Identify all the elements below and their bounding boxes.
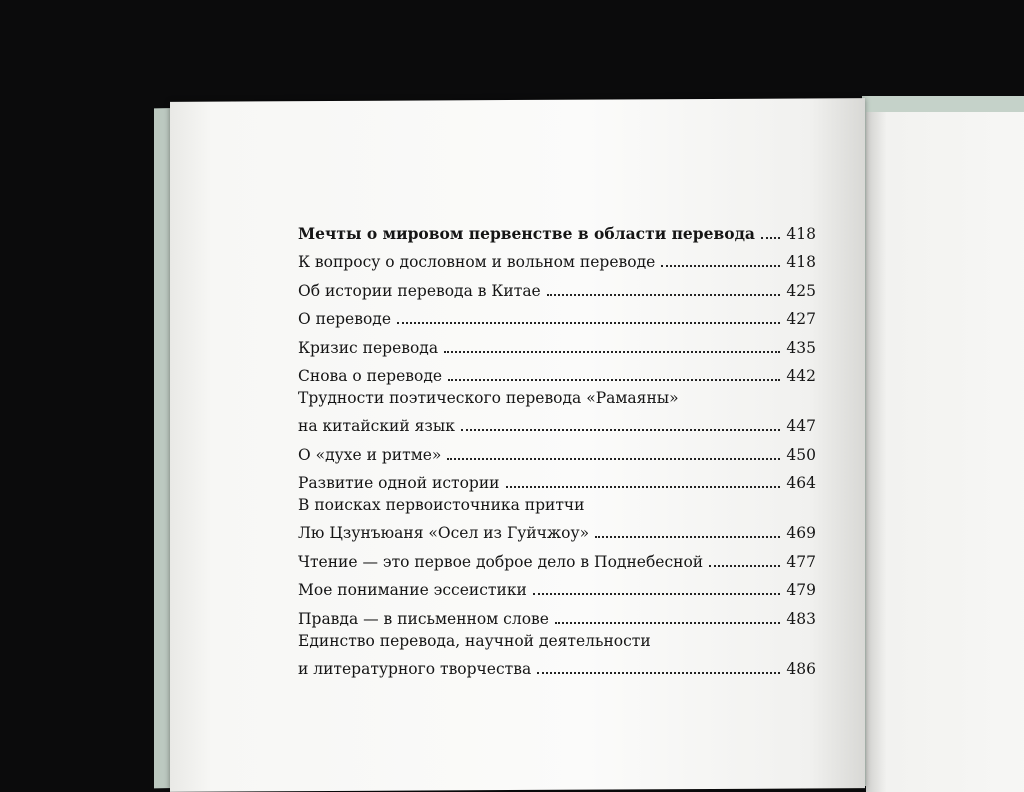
- toc-entry: [298, 492, 816, 542]
- toc-entry-page: 450: [786, 445, 816, 464]
- table-of-contents: [298, 214, 816, 678]
- toc-entry-title-line: Единство перевода, научной деятельности: [298, 631, 651, 650]
- toc-entry-page: 464: [786, 474, 816, 492]
- toc-entry: [298, 271, 816, 300]
- toc-entry-title-line: Лю Цзунъюаня «Осел из Гуйчжоу»: [298, 524, 590, 542]
- right-page: [866, 112, 1024, 792]
- toc-entry-page: 427: [786, 310, 816, 328]
- dot-leader: [555, 622, 780, 624]
- toc-entry-page: 418: [786, 253, 816, 271]
- toc-entry-title: Правда — в письменном слове: [298, 609, 549, 628]
- dot-leader: [547, 294, 780, 296]
- dot-leader: [595, 536, 780, 538]
- toc-entry-page: 418: [786, 224, 816, 243]
- toc-entry-page: 479: [786, 581, 816, 599]
- toc-entry-title: Мое понимание эссеистики: [298, 581, 527, 599]
- dot-leader: [761, 237, 780, 239]
- dot-leader: [444, 351, 780, 353]
- toc-entry-page: 486: [786, 659, 816, 678]
- toc-entry: [298, 464, 816, 493]
- toc-entry: [298, 243, 816, 272]
- toc-entry-title: Кризис перевода: [298, 338, 439, 357]
- dot-leader: [506, 486, 781, 488]
- toc-entry-page: 442: [786, 367, 816, 385]
- toc-entry-page: 447: [786, 417, 816, 435]
- toc-entry-title: Чтение — это первое доброе дело в Поднебесной: [298, 552, 704, 571]
- toc-entry: [298, 599, 816, 628]
- dot-leader: [397, 322, 780, 324]
- toc-entry: [298, 435, 816, 464]
- toc-entry-title-line: и литературного творчества: [298, 659, 532, 678]
- toc-entry-title: Развитие одной истории: [298, 474, 500, 492]
- toc-entry-page: 435: [786, 338, 816, 357]
- toc-entry: [298, 300, 816, 329]
- toc-entry-title: Снова о переводе: [298, 367, 443, 385]
- dot-leader: [661, 265, 780, 267]
- toc-entry-title: Об истории перевода в Китае: [298, 281, 541, 300]
- toc-entry-title-line: на китайский язык: [298, 417, 455, 435]
- toc-entry: [298, 571, 816, 600]
- toc-entry-title: Мечты о мировом первенстве в области перевода: [298, 223, 755, 243]
- dot-leader: [533, 593, 780, 595]
- toc-entry: [298, 214, 816, 243]
- toc-entry-page: 477: [786, 552, 816, 571]
- toc-entry: [298, 385, 816, 435]
- dot-leader: [709, 565, 780, 567]
- toc-entry-page: 425: [786, 281, 816, 300]
- toc-entry-title-line: Трудности поэтического перевода «Рамаяны»: [298, 389, 679, 407]
- toc-entry: [298, 628, 816, 678]
- dot-leader: [461, 429, 780, 431]
- toc-entry: [298, 542, 816, 571]
- toc-entry-page: 469: [786, 524, 816, 542]
- dot-leader: [537, 672, 780, 674]
- toc-entry-title: К вопросу о дословном и вольном переводе: [298, 253, 656, 271]
- toc-entry: [298, 328, 816, 357]
- toc-entry-page: 483: [786, 609, 816, 628]
- dot-leader: [448, 379, 780, 381]
- toc-entry-title: О «духе и ритме»: [298, 445, 442, 464]
- dot-leader: [447, 458, 780, 460]
- toc-entry-title-line: В поисках первоисточника притчи: [298, 496, 585, 514]
- toc-entry: [298, 357, 816, 386]
- toc-entry-title: О переводе: [298, 310, 392, 328]
